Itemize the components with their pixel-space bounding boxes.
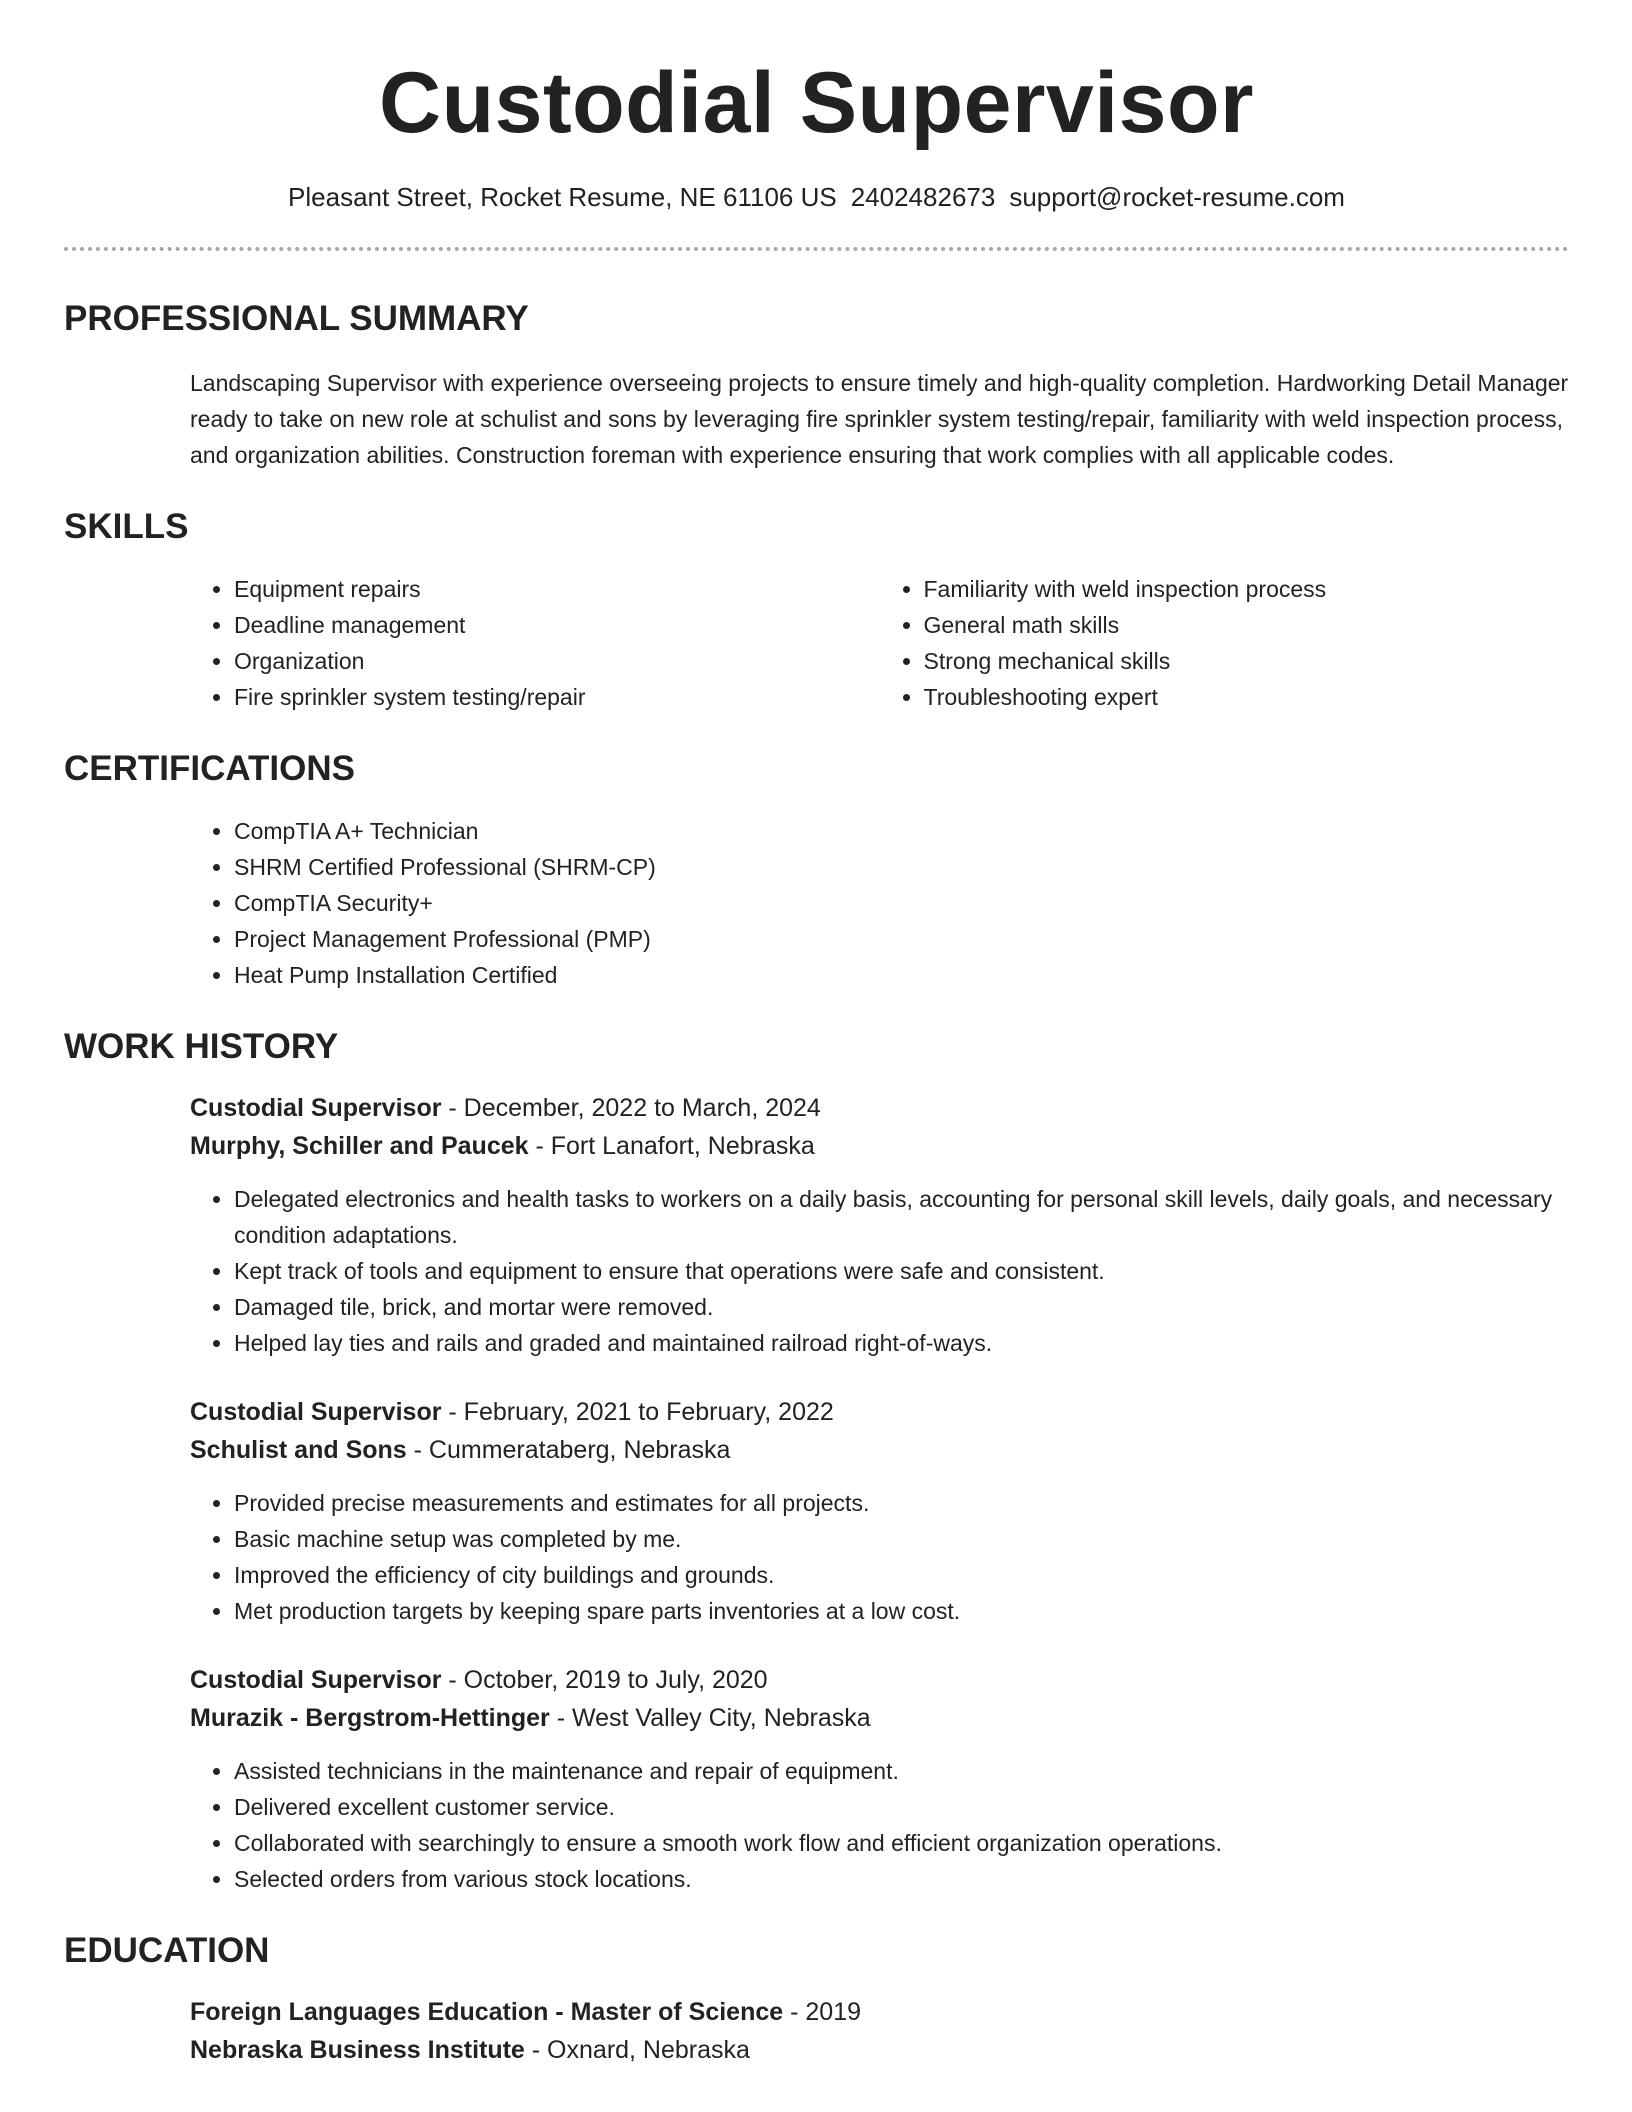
job-company: Murphy, Schiller and Paucek <box>190 1132 529 1160</box>
job-bullet: • Met production targets by keeping spare parts inventories at a low cost. <box>234 1593 1569 1629</box>
certifications-heading: CERTIFICATIONS <box>64 749 356 788</box>
education-school-line <box>190 2031 1569 2069</box>
job-location: - West Valley City, Nebraska <box>549 1704 871 1732</box>
job-bullets <box>190 1181 1569 1361</box>
certifications-section <box>64 749 1569 993</box>
work-history-section <box>64 1027 1569 1897</box>
resume-page <box>64 0 1569 2069</box>
job-role: Custodial Supervisor <box>190 1398 442 1426</box>
skill-item: • General math skills <box>924 607 1570 643</box>
contact-line <box>64 182 1569 212</box>
header-divider <box>64 247 1569 251</box>
summary-section <box>64 299 1569 473</box>
job-bullet: • Damaged tile, brick, and mortar were removed. <box>234 1289 1569 1325</box>
skill-item: • Fire sprinkler system testing/repair <box>234 679 880 715</box>
job-company: Murazik - Bergstrom-Hettinger <box>190 1704 550 1732</box>
skill-item: • Organization <box>234 643 880 679</box>
job-company-line <box>190 1699 1569 1737</box>
job-company: Schulist and Sons <box>190 1436 407 1464</box>
job-dates: - October, 2019 to July, 2020 <box>441 1666 768 1694</box>
job-location: - Cummerataberg, Nebraska <box>406 1436 731 1464</box>
job-dates: - December, 2022 to March, 2024 <box>441 1094 821 1122</box>
skill-item: • Deadline management <box>234 607 880 643</box>
education-degree: Foreign Languages Education - Master of Science <box>190 1998 784 2026</box>
education-section <box>64 1931 1569 2069</box>
skill-item: • Equipment repairs <box>234 571 880 607</box>
certification-item: • Project Management Professional (PMP) <box>234 921 1569 957</box>
job-entry <box>190 1661 1569 1897</box>
job-role: Custodial Supervisor <box>190 1666 442 1694</box>
summary-heading: PROFESSIONAL SUMMARY <box>64 299 529 338</box>
job-bullet: • Collaborated with searchingly to ensure a smooth work flow and efficient organization operations. <box>234 1825 1569 1861</box>
job-title-line <box>190 1661 1569 1699</box>
job-bullet: • Improved the efficiency of city buildings and grounds. <box>234 1557 1569 1593</box>
certification-item: • SHRM Certified Professional (SHRM-CP) <box>234 849 1569 885</box>
job-title-line <box>190 1393 1569 1431</box>
job-bullet: • Basic machine setup was completed by me. <box>234 1521 1569 1557</box>
job-bullet: • Provided precise measurements and estimates for all projects. <box>234 1485 1569 1521</box>
skill-item: • Familiarity with weld inspection process <box>924 571 1570 607</box>
education-degree-line <box>190 1993 1569 2031</box>
job-location: - Fort Lanafort, Nebraska <box>528 1132 815 1160</box>
job-company-line <box>190 1431 1569 1469</box>
job-title-line <box>190 1089 1569 1127</box>
job-bullet: • Selected orders from various stock locations. <box>234 1861 1569 1897</box>
skill-item: • Strong mechanical skills <box>924 643 1570 679</box>
skills-columns <box>190 571 1569 715</box>
job-dates: - February, 2021 to February, 2022 <box>441 1398 834 1426</box>
job-bullet: • Delivered excellent customer service. <box>234 1789 1569 1825</box>
work-history-heading: WORK HISTORY <box>64 1027 339 1066</box>
skills-heading: SKILLS <box>64 507 189 546</box>
contact-address: Pleasant Street, Rocket Resume, NE 61106 US <box>288 182 837 212</box>
job-bullets <box>190 1485 1569 1629</box>
certification-item: • Heat Pump Installation Certified <box>234 957 1569 993</box>
job-bullet: • Assisted technicians in the maintenance and repair of equipment. <box>234 1753 1569 1789</box>
skill-item: • Troubleshooting expert <box>924 679 1570 715</box>
education-location: - Oxnard, Nebraska <box>524 2036 750 2064</box>
skills-right-list <box>880 571 1570 715</box>
job-bullets <box>190 1753 1569 1897</box>
education-heading: EDUCATION <box>64 1931 270 1970</box>
certification-item: • CompTIA A+ Technician <box>234 813 1569 849</box>
job-bullet: • Helped lay ties and rails and graded and maintained railroad right-of-ways. <box>234 1325 1569 1361</box>
candidate-name: Custodial Supervisor <box>379 55 1254 151</box>
job-bullet: • Kept track of tools and equipment to ensure that operations were safe and consistent. <box>234 1253 1569 1289</box>
job-role: Custodial Supervisor <box>190 1094 442 1122</box>
skills-section <box>64 507 1569 715</box>
certification-item: • CompTIA Security+ <box>234 885 1569 921</box>
skills-left-list <box>190 571 880 715</box>
summary-text: Landscaping Supervisor with experience overseeing projects to ensure timely and high-quality completion. Hardworking Detail Manager ready to take on new role at schulist and sons by leveraging fire sprinkler system testing/repair, familiarity with weld inspection process, and organization abilities. Construction foreman with experience ensuring that work complies with all applicable codes. <box>190 370 1569 468</box>
contact-phone: 2402482673 <box>850 182 996 212</box>
job-entry <box>190 1393 1569 1629</box>
education-year: - 2019 <box>783 1998 862 2026</box>
job-entry <box>190 1089 1569 1361</box>
education-school: Nebraska Business Institute <box>190 2036 525 2064</box>
job-company-line <box>190 1127 1569 1165</box>
certifications-list <box>190 813 1569 993</box>
education-entry <box>190 1993 1569 2069</box>
job-bullet: • Delegated electronics and health tasks to workers on a daily basis, accounting for personal skill levels, daily goals, and necessary condition adaptations. <box>234 1181 1569 1253</box>
contact-email[interactable]: support@rocket-resume.com <box>1009 182 1345 212</box>
